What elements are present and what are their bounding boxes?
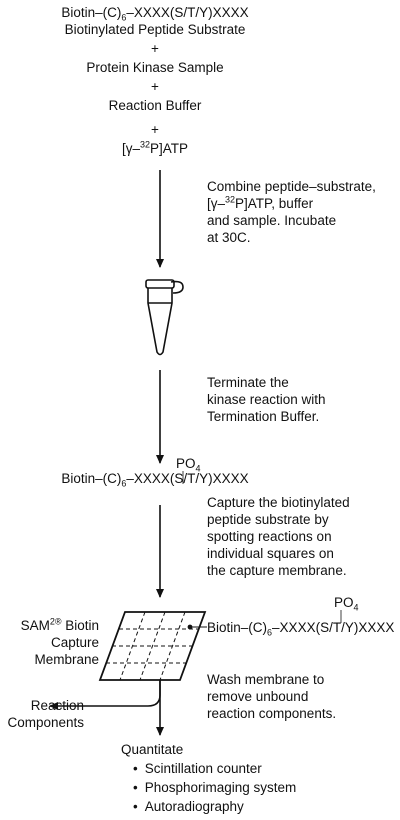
reaction-components-line1: Reaction [30,698,84,713]
capture-membrane-icon [100,612,207,680]
atp-label: [γ–$^{32}$P]ATP [121,139,189,156]
reaction-components-line2: Components [7,715,84,730]
bound-peptide-formula: Biotin–$(C)_6-XXXX(S/T/Y)XXXX$ [207,620,395,638]
phospho-label: $PO_4$ [176,456,201,474]
quantitate-item: • Scintillation counter [133,760,262,777]
plus-sign-1: + [151,41,159,56]
step3-line3: spotting reactions on [207,529,332,544]
step1-line3: and sample. Incubate [207,213,337,228]
phospho-peptide-formula: Biotin–$(C)_6-XXXX(S/T/Y)XXXX$ [61,471,249,489]
step2-line2: kinase reaction with [207,392,326,407]
step1-line4: at 30C. [207,230,251,245]
quantitate-item: • Phosphorimaging system [133,779,296,796]
quantitate-title: Quantitate [121,742,184,757]
step4-line3: reaction components. [207,706,337,721]
phospho-label-membrane: $PO_4$ [334,595,359,613]
substrate-label: Biotinylated Peptide Substrate [64,22,246,37]
step4-line2: remove unbound [207,689,309,704]
membrane-line2: Capture [50,635,99,650]
quantitate-item: • Autoradiography [133,798,244,815]
plus-sign-3: + [151,122,159,137]
substrate-formula: Biotin–$(C)_6-XXXX(S/T/Y)XXXX$ [61,5,249,23]
step3-line4: individual squares on [207,546,334,561]
step3-line5: the capture membrane. [207,563,347,578]
membrane-name: $SAM^{2®}$ Biotin [20,616,99,633]
plus-sign-2: + [151,79,159,94]
microtube-icon [146,280,183,355]
step1-line2: [γ–$^{32}$P]ATP, buffer [207,194,314,211]
membrane-line3: Membrane [34,652,99,667]
step1-line1: Combine peptide–substrate, [207,179,376,194]
kinase-sample-label: Protein Kinase Sample [86,60,224,75]
step3-line1: Capture the biotinylated [207,495,350,510]
step2-line3: Termination Buffer. [207,409,320,424]
step4-line1: Wash membrane to [207,672,325,687]
step3-line2: peptide substrate by [207,512,329,527]
reaction-buffer-label: Reaction Buffer [108,98,202,113]
step2-line1: Terminate the [207,375,289,390]
